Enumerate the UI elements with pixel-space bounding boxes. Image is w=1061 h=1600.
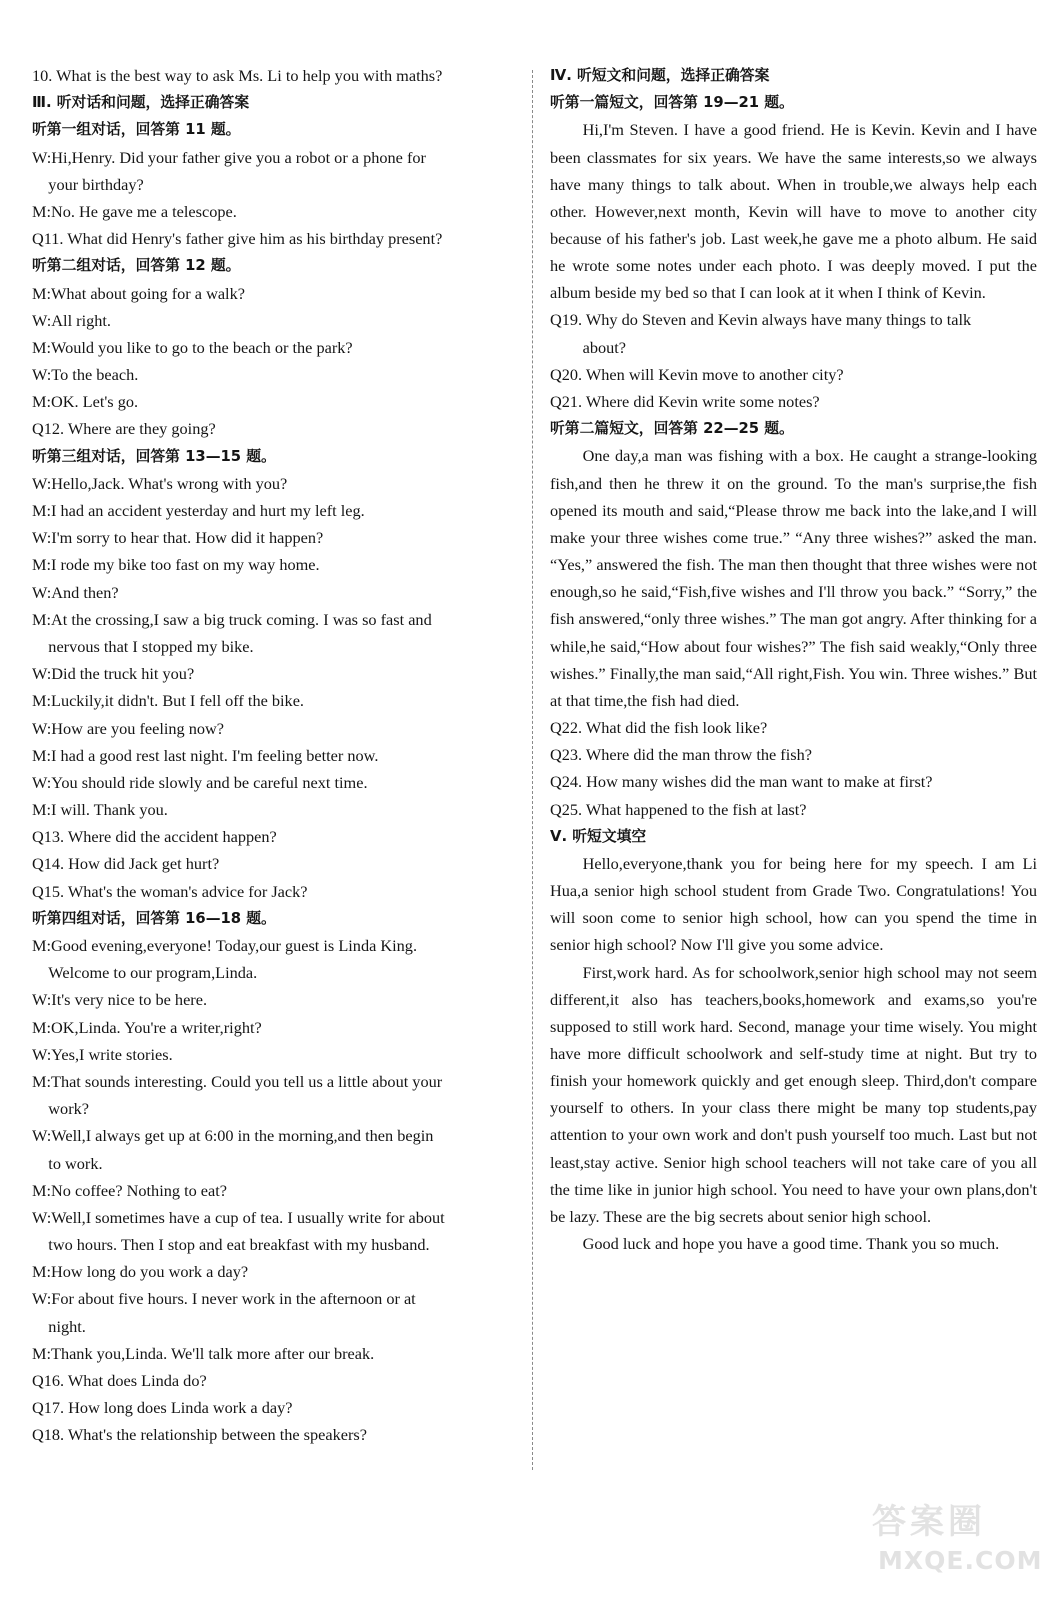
dialogue-line: M:How long do you work a day? — [32, 1262, 249, 1282]
dialogue-line-continuation: your birthday? — [48, 174, 144, 194]
watermark-title: 答案圈 — [872, 1502, 986, 1542]
dialogue-line: W:Yes,I write stories. — [32, 1044, 173, 1064]
dialogue-line: W:You should ride slowly and be careful next time. — [32, 772, 368, 792]
dialogue-line: W:It's very nice to be here. — [32, 990, 208, 1010]
dialogue-line: W:I'm sorry to hear that. How did it happen? — [32, 528, 324, 548]
dialogue-line: M:Good evening,everyone! Today,our guest is Linda King. — [32, 936, 418, 955]
dialogue-line: W:For about five hours. I never work in the afternoon or at — [32, 1289, 416, 1309]
dialogue-line-continuation: to work. — [48, 1153, 103, 1173]
dialogue-line: M:At the crossing,I saw a big truck coming. I was so fast and — [32, 609, 432, 629]
dialogue-line: M:Thank you,Linda. We'll talk more after our break. — [32, 1343, 375, 1363]
dialogue-line-continuation: Welcome to our program,Linda. — [48, 963, 258, 983]
dialogue-line: W:All right. — [32, 310, 111, 330]
question-20: Q20. When will Kevin move to another city? — [550, 364, 844, 384]
section-5-title: Ⅴ. 听短文填空 — [550, 827, 647, 845]
dialogue-line: Q18. What's the relationship between the speakers? — [32, 1425, 367, 1445]
section-4-title: Ⅳ. 听短文和问题，选择正确答案 — [550, 67, 770, 84]
watermark-logo — [872, 1500, 1042, 1595]
question-21: Q21. Where did Kevin write some notes? — [550, 392, 820, 412]
dialogue-line: Q16. What does Linda do? — [32, 1371, 207, 1390]
dialogue-line: Q14. How did Jack get hurt? — [32, 854, 220, 874]
dialogue-line: Q15. What's the woman's advice for Jack? — [32, 881, 308, 901]
question-25: Q25. What happened to the fish at last? — [550, 799, 807, 819]
dialogue-line: M:OK. Let's go. — [32, 392, 139, 412]
dialogue-line: M:I had an accident yesterday and hurt my left leg. — [32, 501, 365, 520]
section-heading: Ⅲ. 听对话和问题，选择正确答案 — [32, 94, 250, 112]
dialogue-line: 10. What is the best way to ask Ms. Li to help you with maths? — [32, 66, 443, 85]
dialogue-line-continuation: nervous that I stopped my bike. — [48, 636, 254, 656]
dialogue-line-continuation: work? — [48, 1099, 89, 1119]
question-23: Q23. Where did the man throw the fish? — [550, 745, 812, 765]
passage-2: One day,a man was fishing with a box. He caught a strange-looking fish,and then he threw it on the ground. To the man's surprise,the fish opened its mouth and said,“Please throw me back into the lake,and I will make your three wishes come true.” “Any three wishes?” asked the man. “Yes,” answered the fish. The man then thought that three wishes were not enough,so he said,“Fish,five wishes and I'll throw you back.” “Sorry,” the fish answered,“only three wishes.” The man got angry. After thinking for a while,he said,“How about four wishes?” The fish said weakly,“Only three wishes.” Finally,the man said,“All right,Fish. You win. Three wishes.” But at that time,the fish had died. — [550, 446, 1037, 710]
section-heading: 听第三组对话，回答第 13—15 题。 — [32, 447, 276, 465]
dialogue-line: M:OK,Linda. You're a writer,right? — [32, 1017, 262, 1037]
dialogue-line: M:No. He gave me a telescope. — [32, 201, 237, 221]
dialogue-line: M:Luckily,it didn't. But I fell off the bike. — [32, 691, 304, 711]
dialogue-line: W:Well,I sometimes have a cup of tea. I usually write for about — [32, 1207, 445, 1227]
question-24: Q24. How many wishes did the man want to make at first? — [550, 772, 933, 792]
dialogue-line: M:What about going for a walk? — [32, 283, 245, 303]
section-heading: 听第一组对话，回答第 11 题。 — [32, 121, 241, 139]
dialogue-line: W:Hi,Henry. Did your father give you a robot or a phone for — [32, 147, 426, 167]
dialogue-line: M:Would you like to go to the beach or the park? — [32, 337, 353, 357]
dialogue-line: M:That sounds interesting. Could you tell us a little about your — [32, 1071, 443, 1091]
dialogue-line: W:Well,I always get up at 6:00 in the morning,and then begin — [32, 1126, 434, 1146]
left-column — [32, 62, 524, 1449]
speech-paragraph-1: Hello,everyone,thank you for being here for my speech. I am Li Hua,a senior high school student from Grade Two. Congratulations! You will soon come to senior high school, how can you spend the time in senior high school? Now I'll give you some advice. — [550, 853, 1037, 955]
dialogue-line: W:To the beach. — [32, 365, 139, 385]
speech-paragraph-2: First,work hard. As for schoolwork,senior high school may not seem different,it also has teachers,books,homework and exams,so you're supposed to still work hard. Second, manage your time wisely. You might have more difficult schoolwork and self-study time at night. But try to finish your homework quickly and get enough sleep. Third,don't compare yourself to others. In your class there might be many top students,pay attention to your own work and don't push yourself too much. Last but not least,stay active. Senior high school teachers will not take care of you all the time like in junior high school. You need to have your own plans,don't be lazy. These are the big secrets about senior high school. — [550, 962, 1037, 1226]
question-19-cont: about? — [582, 337, 626, 357]
dialogue-line: W:And then? — [32, 582, 119, 602]
dialogue-line: M:I had a good rest last night. I'm feeling better now. — [32, 745, 379, 765]
question-19: Q19. Why do Steven and Kevin always have many things to talk — [550, 310, 972, 330]
column-divider — [532, 70, 533, 1470]
dialogue-line-continuation: night. — [48, 1316, 86, 1336]
question-22: Q22. What did the fish look like? — [550, 717, 768, 737]
passage-1: Hi,I'm Steven. I have a good friend. He is Kevin. Kevin and I have been classmates for six years. We have the same interests,so we always have many things to talk about. When in trouble,we always help each other. However,next month, Kevin will have to move to another city because of his father's job. Last week,he gave me a photo album. He said he wrote some notes under each photo. I was deeply moved. I put the album beside my bed so that I can look at it when I think of Kevin. — [550, 120, 1037, 303]
passage-1-heading: 听第一篇短文，回答第 19—21 题。 — [550, 94, 794, 112]
passage-2-heading: 听第二篇短文，回答第 22—25 题。 — [550, 420, 794, 438]
speech-paragraph-3: Good luck and hope you have a good time. Thank you so much. — [582, 1234, 1000, 1254]
dialogue-line: Q11. What did Henry's father give him as his birthday present? — [32, 229, 443, 249]
dialogue-line: Q12. Where are they going? — [32, 419, 216, 439]
dialogue-line: W:Hello,Jack. What's wrong with you? — [32, 473, 288, 493]
dialogue-line: Q17. How long does Linda work a day? — [32, 1398, 293, 1418]
dialogue-line: M:No coffee? Nothing to eat? — [32, 1180, 228, 1200]
dialogue-line: W:How are you feeling now? — [32, 718, 224, 738]
dialogue-line: Q13. Where did the accident happen? — [32, 827, 277, 847]
section-heading: 听第二组对话，回答第 12 题。 — [32, 257, 241, 275]
dialogue-line: W:Did the truck hit you? — [32, 664, 195, 684]
right-column — [550, 62, 1037, 1257]
dialogue-line: M:I rode my bike too fast on my way home. — [32, 555, 320, 575]
dialogue-line-continuation: two hours. Then I stop and eat breakfast with my husband. — [48, 1235, 430, 1255]
dialogue-line: M:I will. Thank you. — [32, 800, 168, 820]
watermark-url: MXQE.COM — [878, 1546, 1043, 1575]
section-heading: 听第四组对话，回答第 16—18 题。 — [32, 909, 276, 927]
